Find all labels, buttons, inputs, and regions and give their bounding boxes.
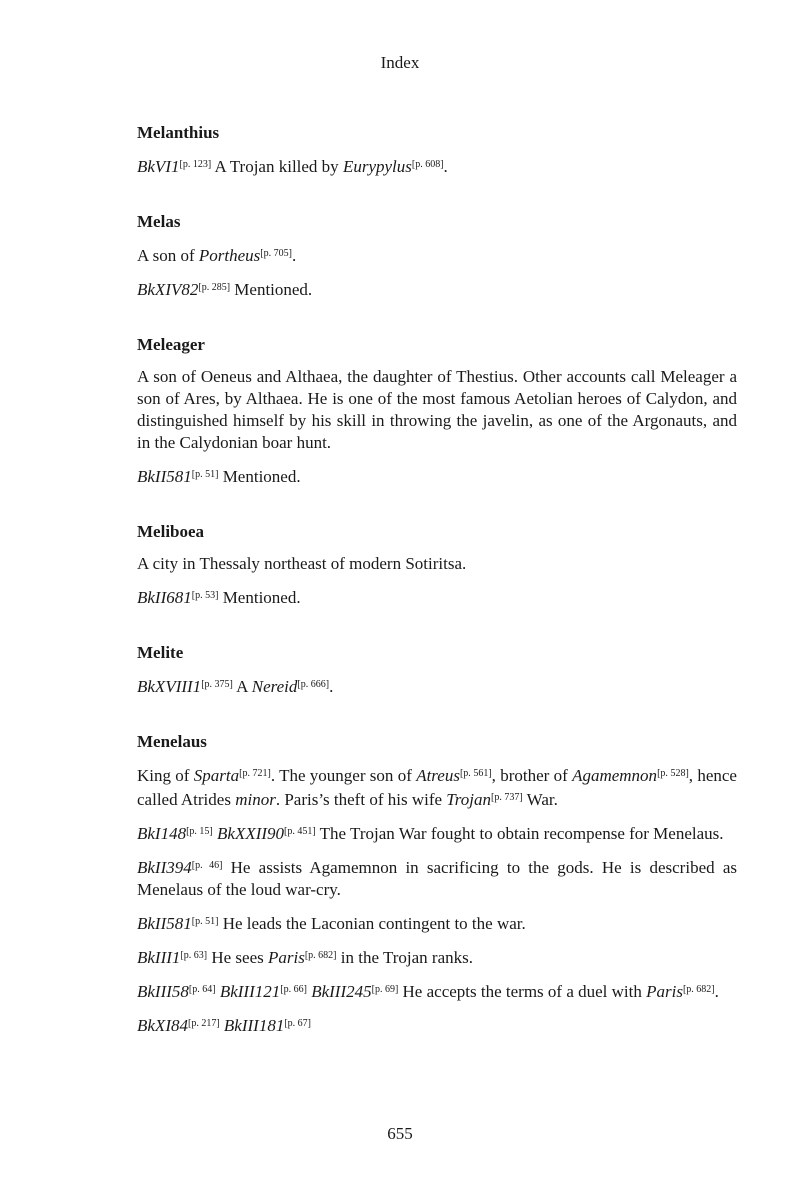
entry-paragraph [137, 1013, 737, 1037]
book-reference-link[interactable]: minor [235, 790, 276, 809]
book-reference-link[interactable]: BkXXII90 [217, 824, 285, 843]
book-reference-link[interactable]: BkIII58 [137, 982, 189, 1001]
entry-paragraph [137, 366, 737, 454]
book-reference-link[interactable]: BkII581 [137, 467, 192, 486]
index-content [137, 116, 737, 1047]
page-reference[interactable]: [p. 63] [180, 950, 208, 961]
book-reference-link[interactable]: Trojan [446, 790, 492, 809]
entry-paragraph [137, 763, 737, 811]
entry-text: . [329, 677, 334, 696]
entry-paragraph [137, 277, 737, 301]
entry-text: . The younger son of [270, 766, 417, 785]
entry-paragraph [137, 585, 737, 609]
entry-text: King of [137, 766, 194, 785]
entry-text: . Paris’s theft of his wife [275, 790, 447, 809]
page-reference[interactable]: [p. 682] [682, 984, 715, 995]
entry-term: Meleager [137, 335, 205, 354]
page-reference[interactable]: [p. 705] [260, 248, 292, 259]
page-reference[interactable]: [p. 67] [284, 1018, 311, 1029]
page-reference[interactable]: [p. 528] [657, 768, 689, 779]
entry-text: . [291, 246, 297, 265]
book-reference-link[interactable]: Agamemnon [572, 766, 658, 785]
entry-paragraph [137, 821, 737, 845]
entry-paragraph [137, 979, 737, 1003]
entry-text: He leads the Laconian contingent to the war. [218, 914, 526, 933]
index-entry [137, 521, 737, 609]
entry-term: Melanthius [137, 123, 220, 142]
page-reference[interactable]: [p. 721] [239, 768, 271, 779]
entry-text: A son of Oeneus and Althaea, the daughter of Thestius. Other accounts call Meleager a son of Ares, by Althaea. He is one of the most famous Aetolian heroes of Calydon, and distinguished himself by his skill in throwing the javelin, as one of the Argonauts, and in the Calydonian boar hunt. [137, 367, 737, 452]
entry-term: Meliboea [137, 522, 205, 541]
book-reference-link[interactable]: Sparta [193, 766, 240, 785]
entry-paragraph [137, 945, 737, 969]
entry-text: He sees [207, 948, 268, 967]
page-reference[interactable]: [p. 375] [201, 679, 233, 690]
page-reference[interactable]: [p. 66] [280, 984, 307, 995]
book-reference-link[interactable]: Paris [646, 982, 683, 1001]
book-reference-link[interactable]: BkIII1 [137, 948, 181, 967]
entry-text: He accepts the terms of a duel with [398, 982, 647, 1001]
page-reference[interactable]: [p. 561] [459, 768, 492, 779]
entry-paragraph [137, 855, 737, 901]
entry-text: A Trojan killed by [211, 157, 343, 176]
book-reference-link[interactable]: BkIII245 [311, 982, 372, 1001]
book-reference-link[interactable]: BkXI84 [137, 1016, 188, 1035]
book-reference-link[interactable]: Portheus [198, 246, 261, 265]
entry-text: , hence called Atrides [137, 766, 737, 809]
book-reference-link[interactable]: BkIII121 [219, 982, 281, 1001]
entry-term: Melite [137, 643, 184, 662]
entry-text: Mentioned. [230, 280, 313, 299]
book-reference-link[interactable]: BkII681 [137, 588, 192, 607]
entry-text: , brother of [491, 766, 573, 785]
entry-text: He assists Agamemnon in sacrificing to the gods. He is described as Menelaus of the loud war-cry. [137, 858, 737, 899]
entry-text: War. [522, 790, 558, 809]
page-reference[interactable]: [p. 51] [191, 469, 219, 480]
page-reference[interactable]: [p. 666] [297, 679, 330, 690]
entry-term: Melas [137, 212, 181, 231]
page-reference[interactable]: [p. 46] [191, 860, 223, 871]
entry-text: The Trojan War fought to obtain recompense for Menelaus. [315, 824, 724, 843]
entry-text: A [232, 677, 252, 696]
book-reference-link[interactable]: BkIII181 [223, 1016, 285, 1035]
entry-text: . [714, 982, 719, 1001]
index-entry [137, 211, 737, 301]
index-entry [137, 642, 737, 698]
book-reference-link[interactable]: BkXVIII1 [137, 677, 202, 696]
index-entry [137, 334, 737, 488]
entry-paragraph [137, 243, 737, 267]
book-reference-link[interactable]: BkI148 [137, 824, 187, 843]
entry-paragraph [137, 674, 737, 698]
book-reference-link[interactable]: BkII581 [137, 914, 192, 933]
entry-text: A son of [137, 246, 199, 265]
book-reference-link[interactable]: Eurypylus [342, 157, 412, 176]
book-reference-link[interactable]: Atreus [416, 766, 460, 785]
book-reference-link[interactable]: BkII394 [137, 858, 192, 877]
page-reference[interactable]: [p. 285] [198, 282, 231, 293]
page-reference[interactable]: [p. 737] [491, 792, 523, 803]
page-reference[interactable]: [p. 15] [186, 826, 213, 837]
entry-text: . [443, 157, 448, 176]
entry-text: Mentioned. [218, 467, 301, 486]
entry-paragraph [137, 911, 737, 935]
page-reference[interactable]: [p. 123] [179, 159, 212, 170]
book-reference-link[interactable]: BkVI1 [137, 157, 180, 176]
page-reference[interactable]: [p. 217] [187, 1018, 220, 1029]
page-number: 655 [387, 1124, 413, 1143]
index-entry [137, 122, 737, 178]
entry-paragraph [137, 553, 737, 575]
book-reference-link[interactable]: BkXIV82 [137, 280, 199, 299]
page-reference[interactable]: [p. 53] [191, 590, 219, 601]
entry-text: in the Trojan ranks. [336, 948, 473, 967]
book-reference-link[interactable]: Paris [268, 948, 305, 967]
entry-paragraph [137, 464, 737, 488]
index-entry [137, 731, 737, 1037]
page-reference[interactable]: [p. 51] [191, 916, 219, 927]
entry-paragraph [137, 154, 737, 178]
entry-text: A city in Thessaly northeast of modern Sotiritsa. [137, 554, 467, 573]
page-reference[interactable]: [p. 682] [304, 950, 337, 961]
page-reference[interactable]: [p. 69] [371, 984, 399, 995]
page-reference[interactable]: [p. 451] [284, 826, 316, 837]
entry-term: Menelaus [137, 732, 207, 751]
entry-text: Mentioned. [218, 588, 301, 607]
page-header: Index [380, 53, 420, 72]
page-reference[interactable]: [p. 64] [188, 984, 216, 995]
book-reference-link[interactable]: Nereid [251, 677, 298, 696]
page-reference[interactable]: [p. 608] [411, 159, 444, 170]
